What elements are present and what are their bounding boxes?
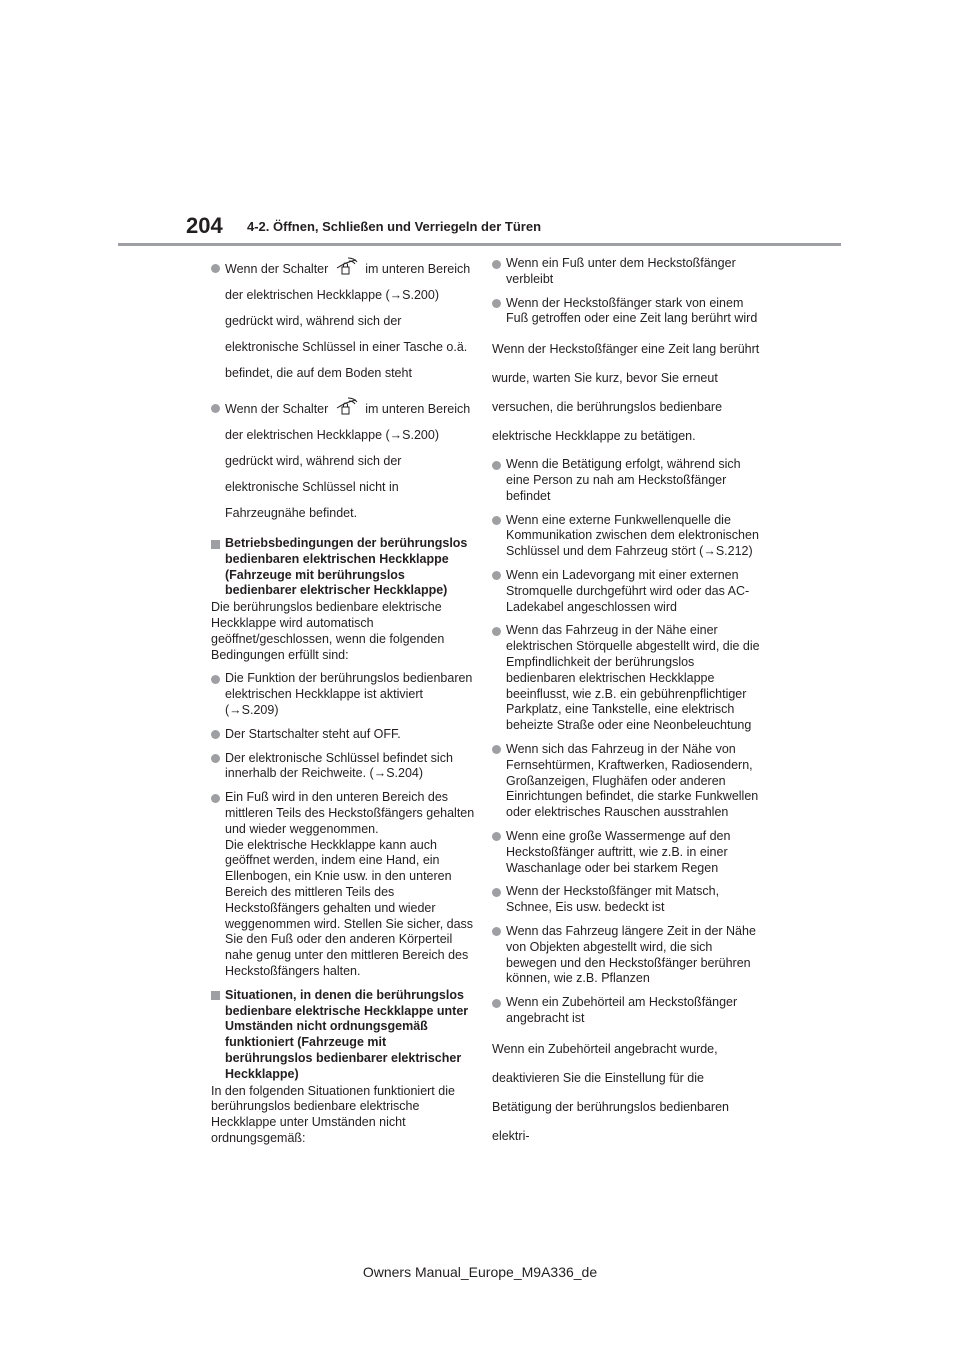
- list-item: Wenn sich das Fahrzeug in der Nähe von Fernsehtürmen, Kraftwerken, Radiosendern, Großanzeigen, Flughäfen oder anderen Einrichtungen befindet, die starke Funkwellen oder elektrisches Rauschen ausstrahlen: [492, 742, 760, 821]
- list-item: Wenn die Betätigung erfolgt, während sich eine Person zu nah am Heckstoßfänger befindet: [492, 457, 760, 504]
- list-item: Wenn eine externe Funkwellenquelle die Kommunikation zwischen dem elektronischen Schlüssel und dem Fahrzeug stört (→S.212): [492, 513, 760, 560]
- list-item: Wenn ein Ladevorgang mit einer externen Stromquelle durchgeführt wird oder das AC-Ladekabel angeschlossen wird: [492, 568, 760, 615]
- list-item-suffix: im unteren Bereich der elektrischen Heckklappe (→S.200) gedrückt wird, während sich der elektronische Schlüssel in einer Tasche o.ä. befindet, die auf dem Boden steht: [225, 262, 471, 380]
- footer-text: Owners Manual_Europe_M9A336_de: [362, 1264, 598, 1280]
- list-item: [211, 790, 475, 980]
- list-item: [211, 256, 475, 386]
- paragraph: Die berührungslos bedienbare elektrische Heckklappe wird automatisch geöffnet/geschlossen, wenn die folgenden Bedingungen erfüllt sind:: [211, 600, 445, 662]
- list-item-suffix: im unteren Bereich der elektrischen Heckklappe (→S.200) gedrückt wird, während sich der elektronische Schlüssel nicht in Fahrzeugnähe befindet.: [225, 402, 471, 520]
- list-item: Wenn der Heckstoßfänger stark von einem Fuß getroffen oder eine Zeit lang berührt wird: [492, 296, 760, 328]
- key-with-signal-lock-icon: [334, 396, 360, 416]
- list-item-text: Ein Fuß wird in den unteren Bereich des mittleren Teils des Heckstoßfängers gehalten und wieder weggenommen.: [225, 790, 475, 836]
- right-column: [492, 256, 760, 1157]
- list-item-note: Die elektrische Heckklappe kann auch geöffnet werden, indem eine Hand, ein Ellenbogen, ein Knie usw. in den unteren Bereich des mittleren Teils des Heckstoßfängers gehalten und wieder weggenommen wird. Stellen Sie sicher, dass Sie den Fuß oder den anderen Körperteil nahe genug unter den mittleren Bereich des Heckstoßfängers halten.: [225, 837, 474, 978]
- section-title: 4-2. Öffnen, Schließen und Verriegeln der Türen: [247, 219, 542, 234]
- list-item: Wenn ein Fuß unter dem Heckstoßfänger verbleibt: [492, 256, 760, 288]
- header-rule: [118, 243, 841, 246]
- paragraph: Wenn der Heckstoßfänger eine Zeit lang berührt wurde, warten Sie kurz, bevor Sie erneut versuchen, die berührungslos bedienbare elektrische Heckklappe zu betätigen.: [492, 342, 760, 444]
- paragraph: Wenn ein Zubehörteil angebracht wurde, deaktivieren Sie die Einstellung für die Betätigung der berührungslos bedienbaren elektri-: [492, 1041, 729, 1143]
- key-with-signal-lock-icon: [334, 256, 360, 276]
- list-item: Wenn das Fahrzeug in der Nähe einer elektrischen Störquelle abgestellt wird, die die Empfindlichkeit der berührungslos bedienbaren elektrischen Heckklappe beeinflusst, wie z.B. ein gebührenpflichtiger Parkplatz, eine Tankstelle, eine elektrisch beheizte Straße oder eine Neonbeleuchtung: [492, 623, 760, 734]
- list-item-prefix: Wenn der Schalter: [225, 402, 329, 416]
- list-item: Die Funktion der berührungslos bedienbaren elektrischen Heckklappe ist aktiviert (→S.209): [211, 671, 475, 718]
- page-number: 204: [186, 213, 223, 238]
- list-item: Der Startschalter steht auf OFF.: [211, 727, 475, 743]
- list-item-prefix: Wenn der Schalter: [225, 262, 329, 276]
- list-item: Wenn das Fahrzeug längere Zeit in der Nähe von Objekten abgestellt wird, die sich bewegen und den Heckstoßfänger berühren können, wie z.B. Pflanzen: [492, 924, 760, 987]
- list-item: [211, 396, 475, 526]
- list-item: Wenn der Heckstoßfänger mit Matsch, Schnee, Eis usw. bedeckt ist: [492, 884, 760, 916]
- list-item: Wenn ein Zubehörteil am Heckstoßfänger angebracht ist: [492, 995, 760, 1027]
- list-item: Wenn eine große Wassermenge auf den Heckstoßfänger auftritt, wie z.B. in einer Waschanlage oder bei starkem Regen: [492, 829, 760, 876]
- paragraph: In den folgenden Situationen funktioniert die berührungslos bedienbare elektrische Heckklappe unter Umständen nicht ordnungsgemäß:: [211, 1083, 455, 1145]
- subheading: Betriebsbedingungen der berührungslos bedienbaren elektrischen Heckklappe (Fahrzeuge mit berührungslos bedienbarer elektrischer Heckklappe): [211, 536, 475, 599]
- subheading: Situationen, in denen die berührungslos bedienbare elektrische Heckklappe unter Umständen nicht ordnungsgemäß funktioniert (Fahrzeuge mit berührungslos bedienbarer elektrischer Heckklappe): [211, 988, 475, 1083]
- list-item: Der elektronische Schlüssel befindet sich innerhalb der Reichweite. (→S.204): [211, 751, 475, 783]
- left-column: [211, 256, 475, 1155]
